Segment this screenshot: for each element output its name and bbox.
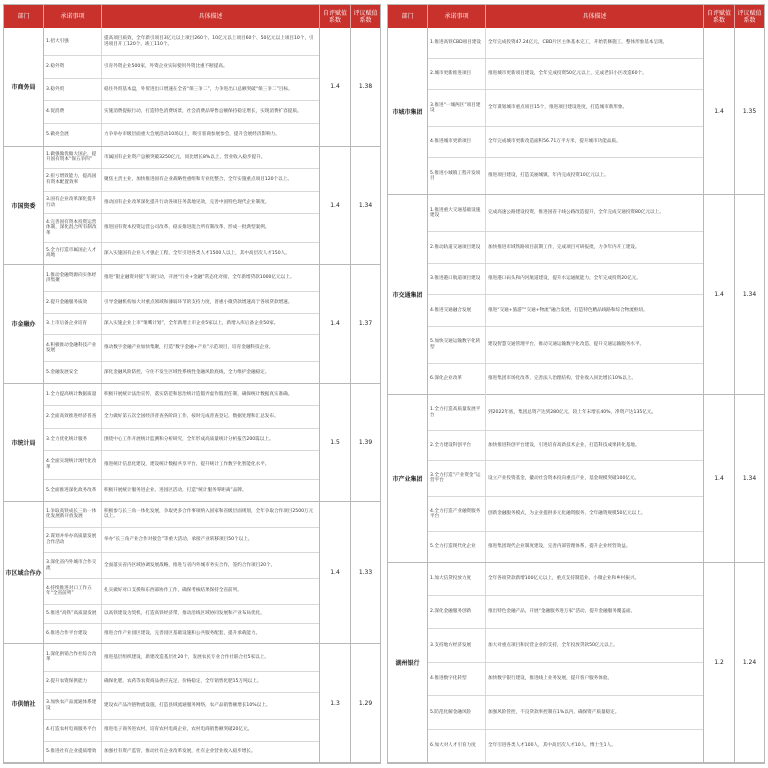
dept-items: [428, 563, 704, 762]
desc-cell: 加快推进市域铁路项目前期工作，完成项目可研报批，力争年内开工建设。: [488, 244, 640, 250]
desc-cell: 推进统计信息化建设，建设统计数据共享平台，提升统计工作数字化智能化水平。: [104, 462, 270, 468]
desc-cell: 确保化肥、农药等农资商品供应充足、价格稳定，全年销售化肥15万吨以上。: [104, 678, 262, 684]
table-row: [428, 232, 703, 264]
dept-group: [388, 563, 764, 763]
table-row: [428, 730, 703, 762]
task-cell: 6.加大对人才引育力度: [428, 730, 486, 762]
task-cell: 3.上市后备企业培育: [44, 314, 102, 334]
task-cell: 5.推进“高铁”高质量发展: [44, 605, 102, 624]
eval-score: 1.29: [358, 699, 373, 707]
header-self-score: 自评赋值系数: [704, 5, 735, 28]
table-row: [44, 169, 319, 192]
dept-items: [44, 28, 320, 146]
dept-name: 市统计局: [4, 384, 44, 502]
table-row: [428, 395, 703, 431]
desc-cell: 积极开展统计法治宣传，落实防范和惩治统计造假弄虚作假责任制，确保统计数据真实准确。: [104, 391, 293, 397]
task-cell: 1.争取高铁成长三角一体化发展新开放发展: [44, 502, 102, 527]
table-row: [44, 528, 319, 554]
desc-cell: 全年引进各类人才100人，其中高层次人才10人，博士生1人。: [488, 742, 616, 748]
desc-cell: 到2022年底，集团总资产达到280亿元，较上年末增长40%，净资产达135亿元。: [488, 410, 657, 415]
dept-items: [428, 195, 704, 394]
desc-cell: 引导金融机构加大对重点领域和薄弱环节的支持力度，普惠小微贷款增速高于各项贷款增速。: [104, 299, 293, 305]
desc-cell: 围绕中心工作开展统计监测和分析研究，全年形成高质量统计分析报告200篇以上。: [104, 436, 274, 442]
header-task: 承诺事项: [44, 5, 102, 28]
desc-cell: 完成高速公路建设投资，推进国省干线公路改造提升，全年完成交通投资80亿元以上。: [488, 210, 664, 216]
table-row: [428, 90, 703, 127]
task-cell: 4.完善国有资本投资运营体制，深化混合所有制改革: [44, 214, 102, 241]
desc-cell: 推进港口码头和内河航道建设，提升水运通航能力，全年完成投资20亿元。: [488, 276, 641, 282]
eval-score: 1.24: [742, 658, 757, 666]
table-row: [428, 497, 703, 533]
desc-cell: 加大对重点项目和民营企业的支持，全年投放贷款50亿元以上。: [488, 642, 618, 648]
desc-cell: 全年谋划城市重点项目15个，推进项目建设进度，打造城市新形象。: [488, 105, 628, 111]
task-cell: 4.全力打造产业融资服务平台: [428, 497, 486, 532]
desc-cell: 聚焦主责主业，加快推进国有企业战略性重组和专业化整合，全年实施重点项目120个以上。: [104, 177, 292, 183]
task-cell: 3.稳外贸: [44, 79, 102, 101]
header-dept: 部门: [388, 5, 428, 28]
table-header: [4, 5, 380, 28]
desc-cell: 推进“交通+旅游”“交通+物流”融合发展，打造特色精品线路和综合物流枢纽。: [488, 307, 648, 313]
dept-items: [44, 502, 320, 643]
desc-cell: 全面落实省内区域协调发展战略，推进与省内外城市务实合作，签约合作项目20个。: [104, 562, 276, 568]
task-cell: 1.加大信贷投放力度: [428, 563, 486, 595]
desc-cell: 创新金融服务模式，为企业提供多元化融资服务，全年融资规模50亿元以上。: [488, 511, 646, 517]
task-cell: 3.国有企业改革深化提升行动: [44, 192, 102, 214]
left-table: [3, 4, 381, 764]
dept-name: 市商务局: [4, 28, 44, 146]
task-cell: 6.深化企业改革: [428, 364, 486, 395]
table-row: [428, 596, 703, 629]
task-cell: 5.全力打造现代化企业: [428, 532, 486, 561]
task-cell: 5.防范化解金融风险: [428, 696, 486, 728]
table-row: [428, 28, 703, 59]
task-cell: 2.全面高效推进经济普查: [44, 406, 102, 428]
desc-cell: 稳住外贸基本盘，外贸进出口增速在全省“保三争二”，力争进出口总额突破“保三争二”目标。: [104, 86, 293, 92]
dept-items: [44, 644, 320, 762]
task-cell: 4.持续推进对口工作五年“全省前列”: [44, 579, 102, 604]
dept-name: 市金融办: [4, 265, 44, 383]
table-row: [428, 295, 703, 327]
task-cell: 2.稳外资: [44, 56, 102, 78]
desc-cell: 全力做好第五次全国经济普查各阶段工作，按时完成普查登记、数据处理和汇总发布。: [104, 414, 279, 420]
task-cell: 2.城市更新推进项目: [428, 59, 486, 89]
table-row: [44, 243, 319, 265]
dept-name: 湖州银行: [388, 563, 428, 762]
dept-items: [428, 28, 704, 194]
right-table: [387, 4, 765, 764]
dept-group: [388, 28, 764, 195]
task-cell: 1.全力提高统计数据质量: [44, 384, 102, 406]
task-cell: 5.做亮会展: [44, 124, 102, 146]
desc-cell: 深入实施企业上市“雏鹰计划”，全年新增上市企业5家以上，新增入库后备企业50家。: [104, 321, 279, 327]
table-row: [44, 214, 319, 242]
dept-items: [44, 384, 320, 502]
eval-score: 1.34: [742, 291, 757, 299]
task-cell: 2.全力建设科创平台: [428, 431, 486, 460]
task-cell: 2.提升农资保供能力: [44, 672, 102, 692]
desc-cell: 市属国有企业资产总额突破3250亿元，同比增长8%以上，营业收入稳步提升。: [104, 154, 266, 160]
desc-cell: 推进城市更新项目建设，全年完成投资50亿元以上，完成老旧小区改造60个。: [488, 71, 647, 77]
table-row: [44, 579, 319, 605]
self-score: 1.2: [704, 563, 735, 762]
dept-items: [428, 395, 704, 561]
table-row: [44, 335, 319, 362]
desc-cell: 加强社有资产监管，推动社有企业改革发展，社有企业营业收入稳步增长。: [104, 748, 256, 754]
header-eval-score: 评议赋值系数: [737, 9, 762, 24]
eval-score: 1.39: [358, 438, 373, 446]
desc-cell: 设立产业投资基金，撬动社会资本投向重点产业，基金规模突破100亿元。: [488, 475, 640, 481]
dept-name: 市城市集团: [388, 28, 428, 194]
task-cell: 2.谋划并举办高质量发展合作活动: [44, 528, 102, 553]
task-cell: 1.做强做优做大国企，提升国有资本“保五争四”: [44, 147, 102, 169]
table-row: [44, 502, 319, 528]
desc-cell: 建设智慧交通管理平台，推动交通运输数字化改造，提升交通运输服务水平。: [488, 342, 645, 348]
task-cell: 5.全力打造市属国企人才高地: [44, 243, 102, 265]
desc-cell: 推动数字金融产业加快集聚，打造“数字金融+产业”示范项目，培育金融科技企业。: [104, 345, 274, 351]
table-row: [428, 158, 703, 194]
task-cell: 2.扭亏增效能力，提高国有资本配置效率: [44, 169, 102, 191]
task-cell: 3.支持地方经济发展: [428, 629, 486, 661]
table-body: [4, 28, 380, 763]
desc-cell: 推出特色金融产品，开展“金融服务进万家”活动，提升金融服务覆盖面。: [488, 609, 636, 615]
desc-cell: 推动国有企业改革深化提升行动各项任务落地见效，完善中国特色现代企业制度。: [104, 199, 270, 205]
desc-cell: 建设农产品冷链物流设施，打造县域流通服务网络，农产品销售额增长10%以上。: [104, 703, 271, 709]
task-cell: 1.全力打造高质量发展平台: [428, 395, 486, 430]
desc-cell: 推进“银企融资对接”专项行动，开展“行业+金融”常态化对接，全年新增贷款1000亿元以上。: [104, 275, 295, 281]
task-cell: 1.招大引强: [44, 28, 102, 55]
table-row: [44, 28, 319, 56]
desc-cell: 积极开展统计服务进企业、进园区活动，打造“统计服务零距离”品牌。: [104, 487, 247, 493]
table-row: [44, 192, 319, 215]
task-cell: 4.推进数字化转型: [428, 663, 486, 695]
task-cell: 5.推进小城镇工程开发项目: [428, 158, 486, 194]
task-cell: 3.深化省内外城市合作交流: [44, 553, 102, 578]
table-row: [44, 124, 319, 146]
header-desc: 具体描述: [102, 5, 320, 28]
desc-cell: 推进电子商务进农村，培育农村电商企业，农村电商销售额突破20亿元。: [104, 727, 253, 733]
self-score: 1.4: [320, 502, 351, 643]
task-cell: 4.推进城市更新项目: [428, 127, 486, 157]
table-row: [428, 364, 703, 395]
dept-name: 市产业集团: [388, 395, 428, 561]
task-cell: 6.推进合作平台建设: [44, 624, 102, 643]
self-score: 1.4: [704, 395, 735, 561]
desc-cell: 提高项目质效，全年新引项目3亿元以上项目260个、10亿元以上项目60个、50亿元以上项目10个，引进项目开工120个、竣工110个。: [104, 36, 314, 47]
table-row: [44, 720, 319, 741]
desc-cell: 力争举办市级层面重大会展活动10场以上，吸引客商参展参会，提升会展经济影响力。: [104, 131, 280, 137]
header-desc: 具体描述: [486, 5, 704, 28]
self-score: 1.4: [320, 147, 351, 265]
desc-cell: 推进国有资本投资运营公司改革，稳妥推进混合所有制改革，形成一批典型案例。: [104, 225, 270, 231]
self-score: 1.4: [320, 28, 351, 146]
table-row: [44, 314, 319, 335]
table-row: [44, 384, 319, 407]
dept-group: [4, 265, 380, 384]
task-cell: 2.推动轨道交通项目建设: [428, 232, 486, 263]
desc-cell: 以高铁建设为契机，打造高铁经济带，推动沿线区域协同发展和产业布局优化。: [104, 611, 265, 617]
dept-group: [388, 395, 764, 562]
table-row: [428, 629, 703, 662]
table-row: [428, 59, 703, 90]
desc-cell: 引育外资企业500家，外资企业实际使用外资比重不断提高。: [104, 64, 228, 70]
table-row: [428, 532, 703, 561]
table-row: [44, 406, 319, 429]
eval-score: 1.34: [742, 475, 757, 482]
table-header: [388, 5, 764, 28]
dept-items: [44, 265, 320, 383]
table-row: [44, 553, 319, 579]
task-cell: 2.深化金融服务创新: [428, 596, 486, 628]
task-cell: 3.推进“一城两区”项目建设: [428, 90, 486, 126]
table-row: [44, 101, 319, 124]
task-cell: 4.打造农村电商服务平台: [44, 720, 102, 740]
table-row: [44, 265, 319, 292]
dept-group: [4, 147, 380, 266]
eval-score: 1.34: [358, 201, 373, 209]
table-row: [428, 264, 703, 296]
eval-score: 1.35: [742, 107, 757, 115]
task-cell: 1.深化供销合作社综合改革: [44, 644, 102, 670]
task-cell: 1.推进高铁CBD项目建设: [428, 28, 486, 58]
task-cell: 4.推进交通融合发展: [428, 295, 486, 326]
task-cell: 4.促消费: [44, 101, 102, 123]
task-cell: 5.推进社有企业提质增效: [44, 742, 102, 762]
table-row: [44, 56, 319, 79]
task-cell: 1.推进重大交通基础设施建设: [428, 195, 486, 231]
desc-cell: 举办“长三角产业合作对接会”等重大活动，承接产业转移项目50个以上。: [104, 537, 253, 543]
table-row: [44, 362, 319, 382]
eval-score: 1.38: [358, 83, 373, 91]
desc-cell: 加强风险管控，不良贷款率控制在1%以内，确保资产质量稳定。: [488, 709, 620, 715]
desc-cell: 推进集团市场化改革，完善法人治理结构，营业收入同比增长10%以上。: [488, 376, 637, 382]
task-cell: 3.全力优化统计服务: [44, 429, 102, 451]
table-row: [44, 292, 319, 313]
table-row: [44, 624, 319, 643]
table-row: [428, 461, 703, 497]
table-row: [44, 644, 319, 671]
self-score: 1.4: [320, 265, 351, 383]
dept-name: 市区域合作办: [4, 502, 44, 643]
desc-cell: 积极参与长三角一体化发展，争取更多合作事项纳入国家和省级层面规划，全年争取合作项目2500万元以上。: [104, 508, 314, 520]
header-eval-score: 评议赋值系数: [353, 9, 378, 24]
table-row: [44, 480, 319, 502]
self-score: 1.4: [704, 195, 735, 394]
task-cell: 5.全面推进深化政务改革: [44, 480, 102, 502]
desc-cell: 深入实施国有企业人才强企工程，全年引进各类人才1500人以上，其中高层次人才150人。: [104, 250, 290, 256]
task-cell: 4.全面实现统计现代化改革: [44, 451, 102, 478]
table-row: [428, 431, 703, 461]
table-row: [428, 195, 703, 232]
table-row: [44, 693, 319, 720]
task-cell: 1.推动金融资源向实体经济集聚: [44, 265, 102, 291]
header-self-score: 自评赋值系数: [320, 5, 351, 28]
task-cell: 5.金融发展安全: [44, 362, 102, 382]
task-cell: 4.积极推动金融科技产业发展: [44, 335, 102, 361]
desc-cell: 推进项目建设，打造美丽城镇，年内完成投资10亿元以上。: [488, 173, 609, 179]
desc-cell: 全年各项贷款新增100亿元以上，重点支持制造业、小微企业和乡村振兴。: [488, 575, 640, 581]
desc-cell: 推进合作产业园区建设，完善园区基础设施和公共服务配套，提升承载能力。: [104, 631, 261, 637]
dept-items: [44, 147, 320, 265]
self-score: 1.5: [320, 384, 351, 502]
table-row: [44, 429, 319, 452]
table-row: [44, 147, 319, 170]
table-row: [428, 563, 703, 596]
task-cell: 3.加快农产品流通体系建设: [44, 693, 102, 719]
table-row: [44, 79, 319, 102]
desc-cell: 推进基层组织建设，新建改造基层社20个，发展农民专业合作社联合社5家以上。: [104, 654, 269, 660]
dept-name: 市国资委: [4, 147, 44, 265]
table-row: [428, 696, 703, 729]
table-row: [44, 742, 319, 762]
table-row: [428, 127, 703, 158]
table-row: [44, 451, 319, 479]
desc-cell: 实施消费提振行动，打造特色消费场景，社会消费品零售总额保持稳定增长，实现消费扩容提质。: [104, 109, 302, 115]
desc-cell: 加快数字银行建设，推进线上业务发展，提升客户服务体验。: [488, 676, 613, 682]
eval-score: 1.33: [358, 569, 373, 577]
task-cell: 3.全力打造“产业资金”运营平台: [428, 461, 486, 496]
dept-group: [4, 644, 380, 763]
self-score: 1.4: [704, 28, 735, 194]
desc-cell: 全年完成城市更新改造面积56.71万平方米，提升城市功能品质。: [488, 139, 621, 145]
header-dept: 部门: [4, 5, 44, 28]
desc-cell: 推进集团现代企业制度建设，完善内部管理体系，提升企业经营效益。: [488, 544, 631, 550]
desc-cell: 全年完成投资47.24亿元，CBD片区主体基本完工，开始装修施工，整体形象基本呈现。: [488, 40, 668, 46]
header-task: 承诺事项: [428, 5, 486, 28]
dept-group: [388, 195, 764, 395]
eval-score: 1.37: [358, 320, 373, 328]
table-body: [388, 28, 764, 763]
table-row: [44, 672, 319, 693]
dept-group: [4, 384, 380, 503]
dept-group: [4, 28, 380, 147]
task-cell: 5.加快交通运输数字化转型: [428, 327, 486, 363]
desc-cell: 加快推进科创平台建设，引进培育高新技术企业，打造科技成果转化基地。: [488, 442, 640, 448]
task-cell: 2.提升金融服务质效: [44, 292, 102, 312]
self-score: 1.3: [320, 644, 351, 762]
desc-cell: 深化金融风险防控，守住不发生区域性系统性金融风险底线，全力维护金融稳定。: [104, 369, 270, 375]
task-cell: 3.推进港口航道项目建设: [428, 264, 486, 295]
table-row: [44, 605, 319, 625]
desc-cell: 扎实做好对口支援和东西部协作工作，确保考核结果保持全省前列。: [104, 588, 242, 594]
table-row: [428, 327, 703, 364]
table-row: [428, 663, 703, 696]
dept-name: 市交通集团: [388, 195, 428, 394]
dept-group: [4, 502, 380, 644]
dept-name: 市供销社: [4, 644, 44, 762]
